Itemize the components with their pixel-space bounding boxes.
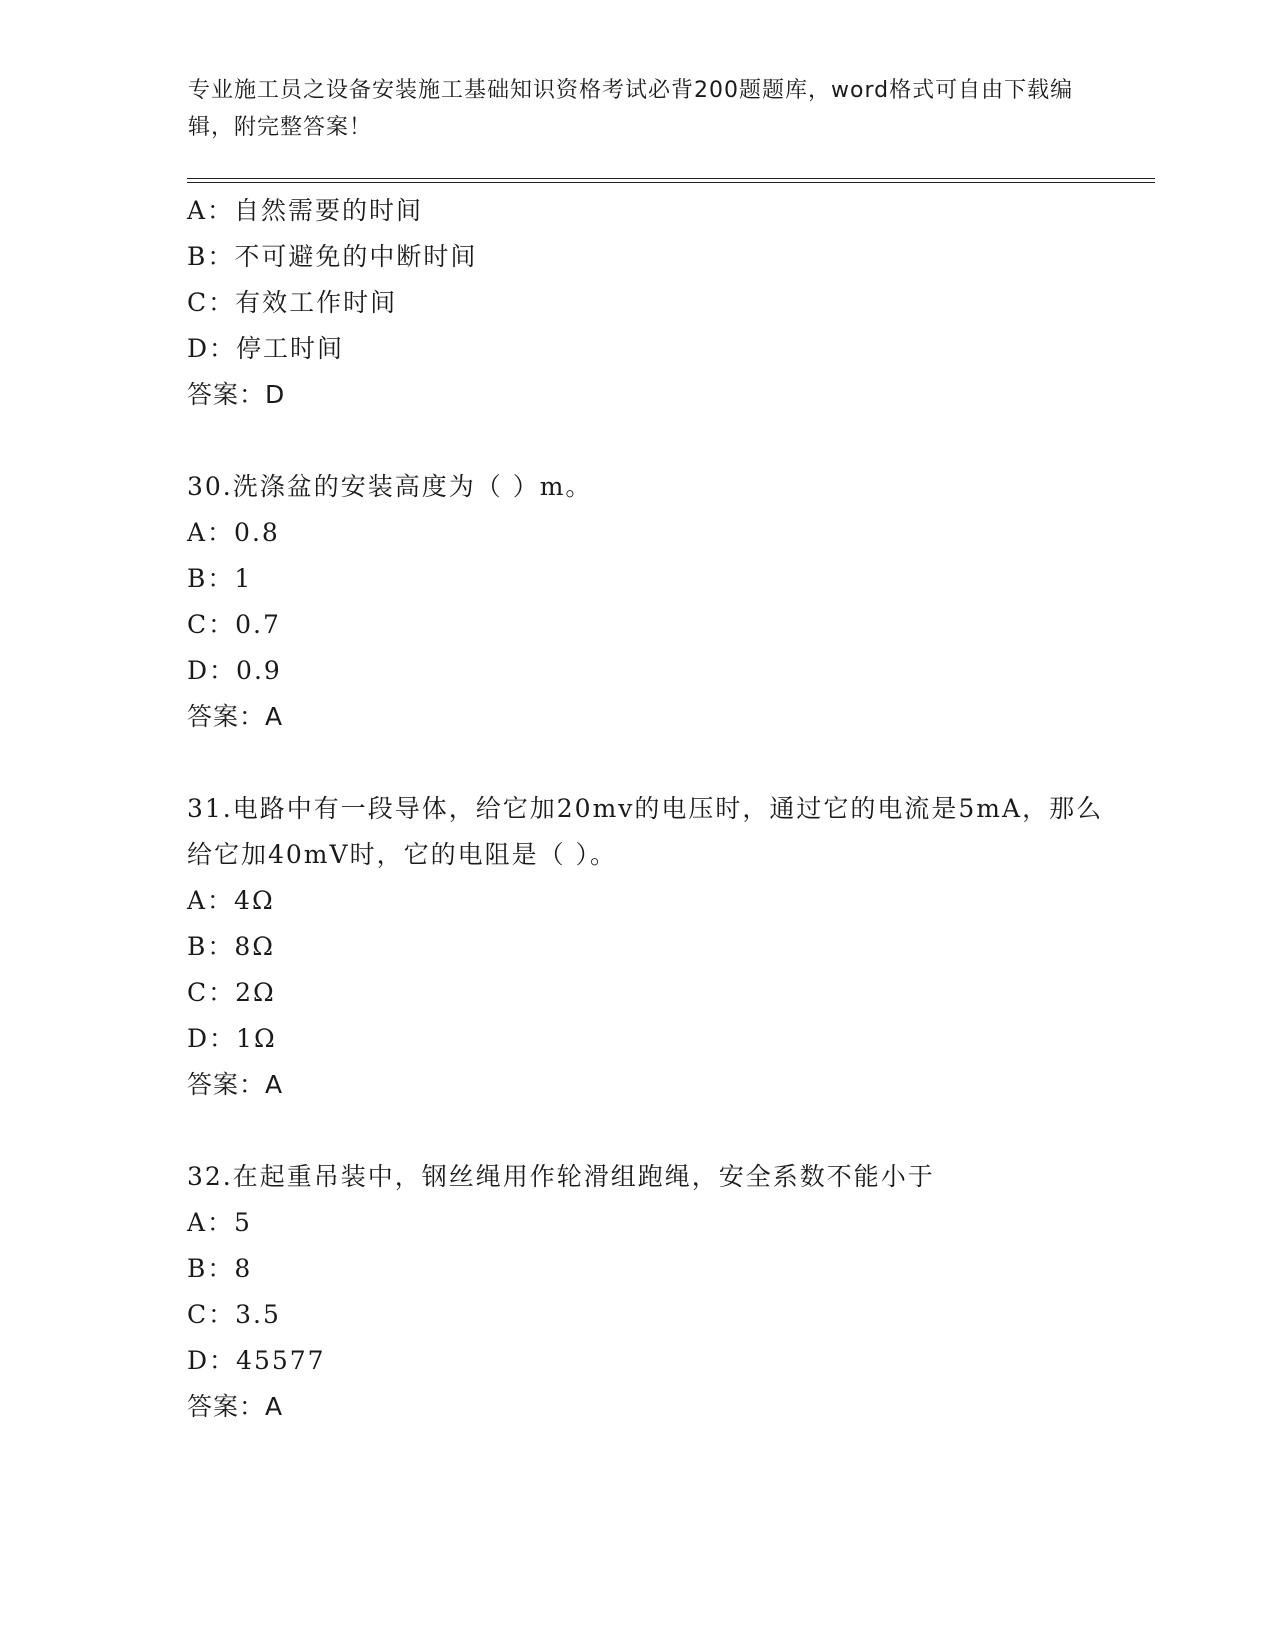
question-block-32 [187, 1154, 1107, 1430]
question-list [187, 188, 1107, 1430]
question-block-30 [187, 464, 1107, 740]
answer-line: 答案：A [187, 702, 284, 731]
question-stem: 30.洗涤盆的安装高度为（ ）m。 [187, 472, 593, 501]
option-c: C：3.5 [187, 1300, 281, 1329]
answer-line: 答案：A [187, 1070, 284, 1099]
option-b: B：8Ω [187, 932, 276, 961]
option-d: D：停工时间 [187, 334, 345, 363]
option-c: C：0.7 [187, 610, 281, 639]
option-b: B：8 [187, 1254, 253, 1283]
header-divider [187, 178, 1155, 183]
option-a: A：自然需要的时间 [187, 196, 424, 225]
answer-line: 答案：A [187, 1392, 284, 1421]
option-c: C：有效工作时间 [187, 288, 398, 317]
option-b: B：不可避免的中断时间 [187, 242, 478, 271]
option-a: A：5 [187, 1208, 252, 1237]
option-c: C：2Ω [187, 978, 276, 1007]
document-title: 专业施工员之设备安装施工基础知识资格考试必背200题题库，word格式可自由下载编辑，附完整答案！ [188, 78, 1074, 140]
question-stem: 32.在起重吊装中，钢丝绳用作轮滑组跑绳，安全系数不能小于 [187, 1162, 935, 1191]
option-a: A：0.8 [187, 518, 280, 547]
option-a: A：4Ω [187, 886, 275, 915]
question-stem: 31.电路中有一段导体，给它加20mv的电压时，通过它的电流是5mA，那么给它加40mV时，它的电阻是（ ）。 [187, 794, 1104, 869]
question-block-31 [187, 786, 1107, 1108]
option-b: B：1 [187, 564, 253, 593]
option-d: D：0.9 [187, 656, 282, 685]
option-d: D：1Ω [187, 1024, 277, 1053]
document-header [188, 72, 1088, 146]
question-block-29 [187, 188, 1107, 418]
option-d: D：45577 [187, 1346, 326, 1375]
answer-line: 答案：D [187, 380, 286, 409]
